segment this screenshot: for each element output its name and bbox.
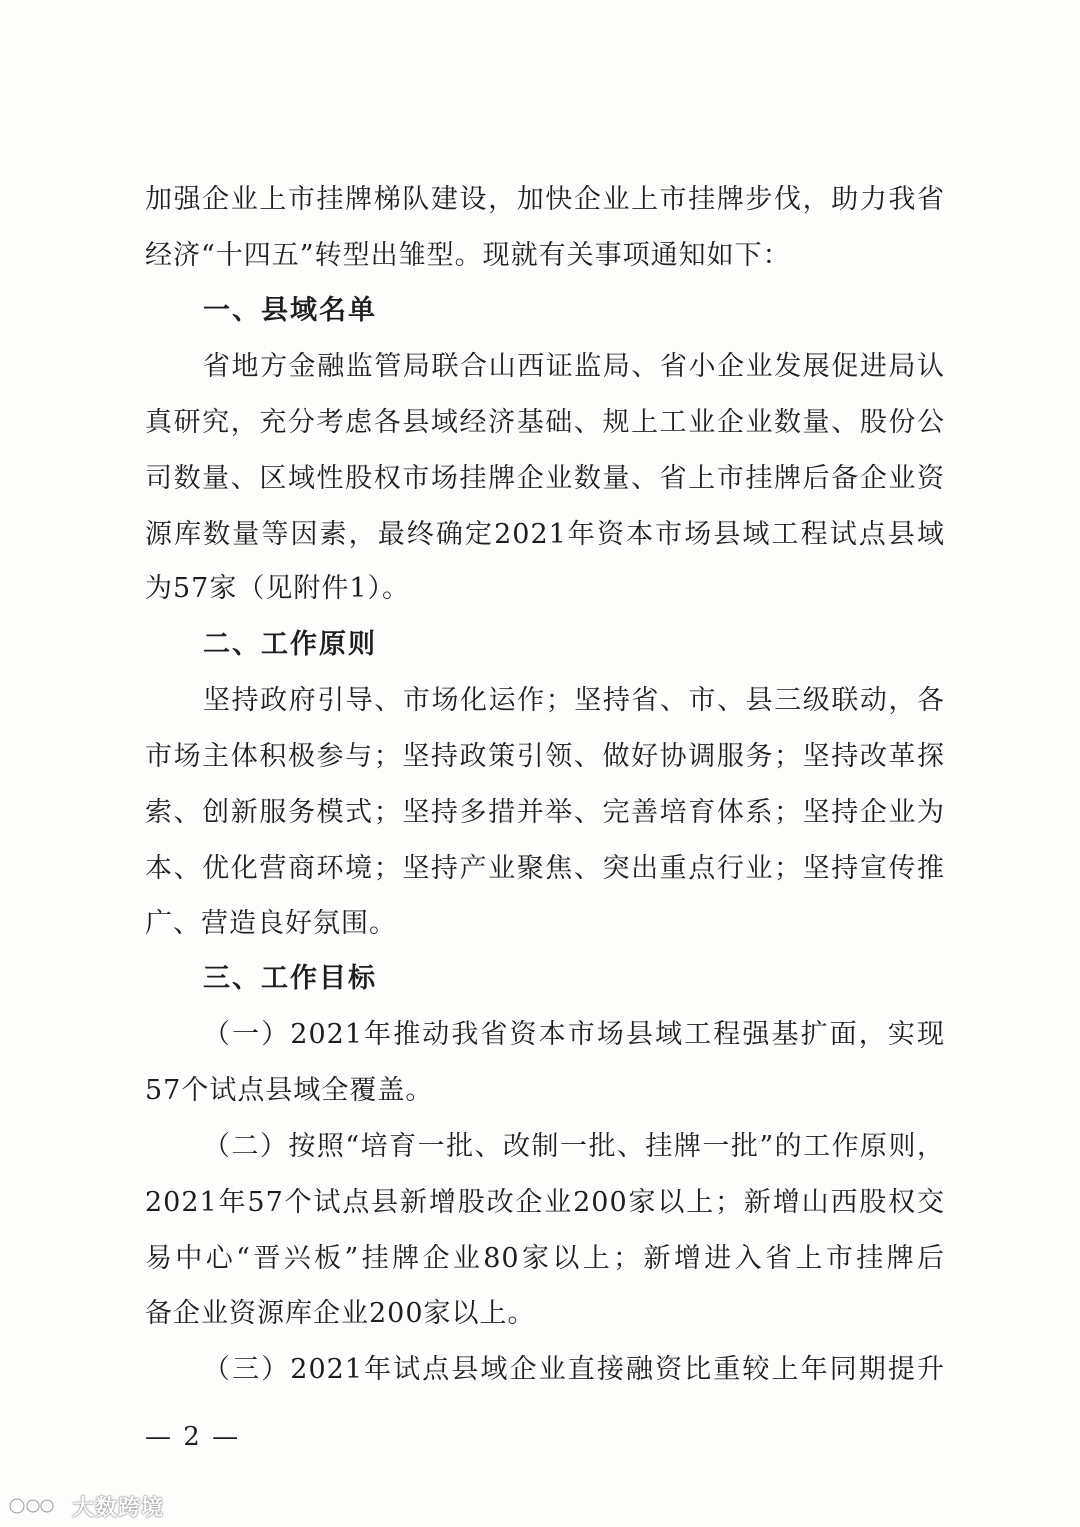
section-heading-work-principles: 二、工作原则	[203, 629, 377, 660]
watermark-text: 大数跨境	[72, 1495, 165, 1521]
body-text-line: 坚持政府引导、市场化运作；坚持省、市、县三级联动，各	[203, 685, 945, 716]
body-text-line: 市场主体积极参与；坚持政策引领、做好协调服务；坚持改革探	[145, 741, 945, 772]
body-text-line: 司数量、区域性股权市场挂牌企业数量、省上市挂牌后备企业资	[145, 463, 945, 494]
body-text-line: 加强企业上市挂牌梯队建设，加快企业上市挂牌步伐，助力我省	[145, 184, 945, 215]
section-heading-work-goals: 三、工作目标	[203, 963, 377, 994]
page-number: — 2 —	[145, 1422, 241, 1452]
body-text-line: 索、创新服务模式；坚持多措并举、完善培育体系；坚持企业为	[145, 797, 945, 828]
body-text-line: 备企业资源库企业200家以上。	[145, 1298, 536, 1329]
body-text-line: （一）2021年推动我省资本市场县域工程强基扩面，实现	[203, 1019, 945, 1050]
body-text-line: 经济“十四五”转型出雏型。现就有关事项通知如下：	[145, 240, 791, 271]
body-text-line: 57个试点县域全覆盖。	[145, 1075, 434, 1106]
watermark	[8, 1491, 164, 1521]
body-text-line: （三）2021年试点县域企业直接融资比重较上年同期提升	[203, 1354, 945, 1385]
watermark-logo-icon	[8, 1495, 66, 1517]
body-text-line: （二）按照“培育一批、改制一批、挂牌一批”的工作原则，	[203, 1131, 945, 1162]
section-heading-county-list: 一、县域名单	[203, 295, 377, 326]
body-text-line: 2021年57个试点县新增股改企业200家以上；新增山西股权交	[145, 1187, 945, 1218]
body-text-line: 源库数量等因素，最终确定2021年资本市场县域工程试点县域	[145, 519, 945, 550]
body-text-line: 本、优化营商环境；坚持产业聚焦、突出重点行业；坚持宣传推	[145, 853, 945, 884]
body-text-line: 真研究，充分考虑各县域经济基础、规上工业企业数量、股份公	[145, 407, 945, 438]
body-text-line: 广、营造良好氛围。	[145, 908, 397, 939]
body-text-line: 省地方金融监管局联合山西证监局、省小企业发展促进局认	[203, 351, 945, 382]
body-text-line: 为57家（见附件1）。	[145, 573, 411, 604]
body-text-line: 易中心“晋兴板”挂牌企业80家以上；新增进入省上市挂牌后	[145, 1243, 945, 1274]
